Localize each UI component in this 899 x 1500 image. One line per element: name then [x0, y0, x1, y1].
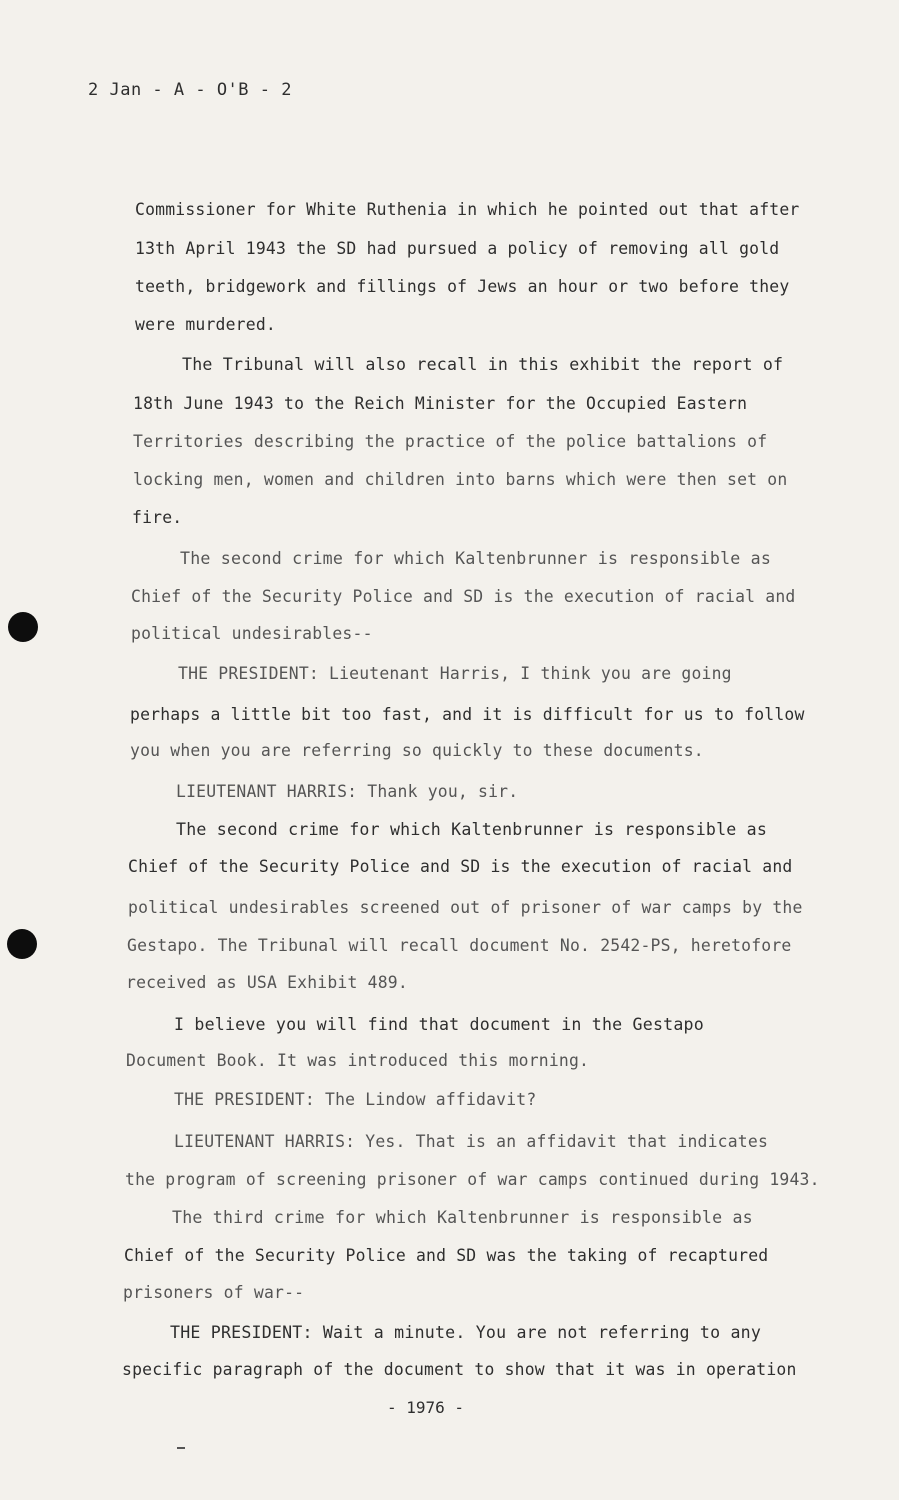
text-line: LIEUTENANT HARRIS: Yes. That is an affidavit that indicates	[174, 1132, 769, 1151]
text-line: THE PRESIDENT: Lieutenant Harris, I think you are going	[178, 664, 732, 683]
text-line: Territories describing the practice of the police battalions of	[133, 432, 768, 451]
text-line: political undesirables screened out of prisoner of war camps by the	[128, 898, 803, 917]
text-line: Chief of the Security Police and SD is the execution of racial and	[128, 857, 793, 876]
text-line: were murdered.	[135, 315, 276, 334]
text-line: The third crime for which Kaltenbrunner is responsible as	[172, 1208, 753, 1227]
text-line: fire.	[132, 508, 183, 527]
page-header: 2 Jan - A - O'B - 2	[88, 80, 292, 100]
text-line: Chief of the Security Police and SD was the taking of recaptured	[124, 1246, 769, 1265]
text-line: The Tribunal will also recall in this exhibit the report of	[182, 355, 784, 374]
text-line: I believe you will find that document in the Gestapo	[174, 1015, 704, 1034]
text-line: The second crime for which Kaltenbrunner is responsible as	[180, 549, 772, 568]
text-line: Commissioner for White Ruthenia in which he pointed out that after	[135, 200, 800, 219]
text-line: The second crime for which Kaltenbrunner is responsible as	[176, 820, 768, 839]
punch-hole	[8, 612, 38, 642]
punch-hole	[7, 929, 37, 959]
text-line: Document Book. It was introduced this morning.	[126, 1051, 590, 1070]
text-line: teeth, bridgework and fillings of Jews an hour or two before they	[135, 277, 790, 296]
page-number: - 1976 -	[387, 1398, 465, 1417]
margin-mark	[177, 1447, 185, 1449]
text-line: THE PRESIDENT: Wait a minute. You are not referring to any	[170, 1323, 762, 1342]
text-line: Chief of the Security Police and SD is the execution of racial and	[131, 587, 796, 606]
text-line: LIEUTENANT HARRIS: Thank you, sir.	[176, 782, 519, 801]
text-line: Gestapo. The Tribunal will recall document No. 2542-PS, heretofore	[127, 936, 792, 955]
text-line: prisoners of war--	[123, 1283, 305, 1302]
text-line: specific paragraph of the document to show that it was in operation	[122, 1360, 797, 1379]
text-line: the program of screening prisoner of war camps continued during 1943.	[125, 1170, 820, 1189]
text-line: 18th June 1943 to the Reich Minister for the Occupied Eastern	[133, 394, 748, 413]
text-line: received as USA Exhibit 489.	[126, 973, 408, 992]
text-line: 13th April 1943 the SD had pursued a policy of removing all gold	[135, 239, 780, 258]
text-line: THE PRESIDENT: The Lindow affidavit?	[174, 1090, 537, 1109]
text-line: political undesirables--	[131, 624, 373, 643]
text-line: you when you are referring so quickly to these documents.	[130, 741, 704, 760]
text-line: locking men, women and children into barns which were then set on	[133, 470, 788, 489]
text-line: perhaps a little bit too fast, and it is difficult for us to follow	[130, 705, 805, 724]
